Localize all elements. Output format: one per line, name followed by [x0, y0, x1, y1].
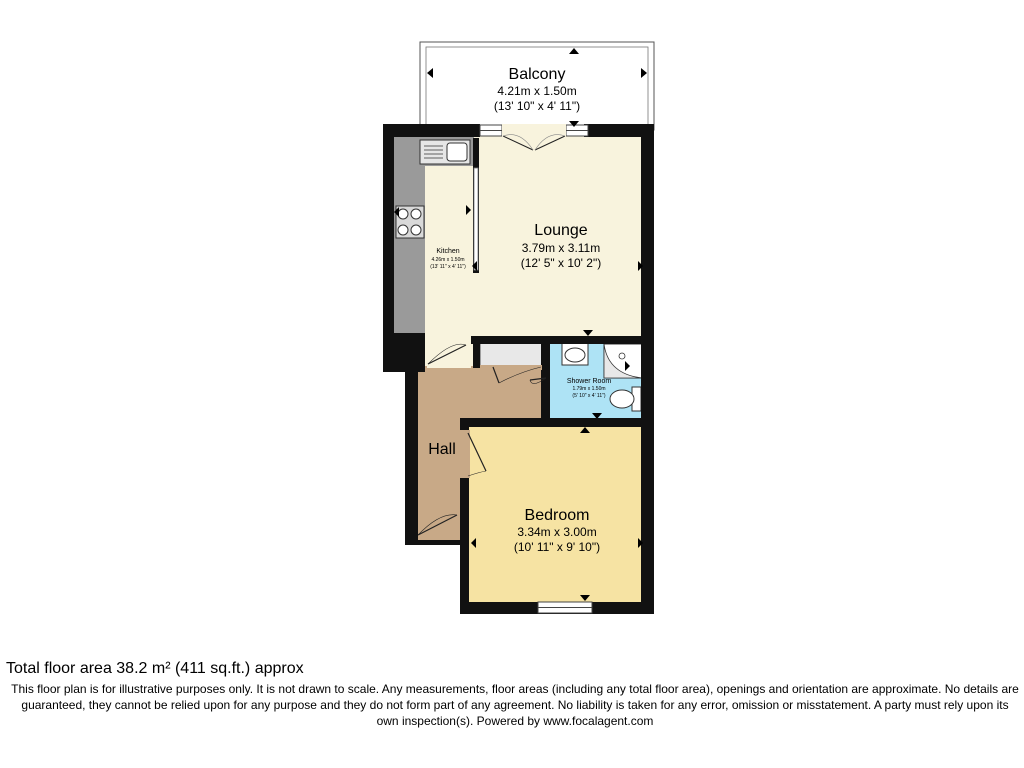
kitchen-metric: 4.26m x 1.50m	[431, 257, 465, 263]
bedroom-name: Bedroom	[524, 507, 590, 524]
bedroom-label	[514, 507, 600, 554]
balcony	[420, 42, 654, 130]
bedroom-imperial: (10' 11" x 9' 10")	[513, 540, 601, 554]
shower-room-label	[567, 378, 612, 399]
kitchen-imperial: (13' 11" x 4' 11")	[430, 264, 466, 270]
balcony-doors-opening	[502, 124, 566, 137]
lounge-metric: 3.79m x 3.11m	[521, 241, 601, 255]
kitchen-sliding-door	[474, 168, 478, 270]
lounge-name: Lounge	[534, 222, 588, 239]
balcony-name: Balcony	[508, 66, 566, 83]
bedroom-metric: 3.34m x 3.00m	[517, 525, 597, 539]
balcony-metric: 4.21m x 1.50m	[497, 84, 577, 98]
lounge-imperial: (12' 5" x 10' 2")	[520, 256, 602, 270]
hall-name: Hall	[428, 441, 456, 458]
kitchen-name: Kitchen	[436, 248, 460, 255]
footer	[0, 660, 1024, 768]
total-floor-area: Total floor area 38.2 m² (411 sq.ft.) approx	[6, 660, 304, 677]
disclaimer-text: This floor plan is for illustrative purposes only. It is not drawn to scale. Any measurements, floor areas (including any total floor area), openings and orientation are approximate. No details are guaranteed, they cannot be relied upon for any purpose and they do not form part of any agreement. No liability is taken for any error, omission or misstatement. A party must rely upon its own inspection(s). Powered by www.focalagent.com	[11, 682, 1019, 728]
shower-room-name: Shower Room	[566, 378, 612, 385]
cupboard	[480, 341, 542, 366]
shower-room-imperial: (5' 10" x 4' 11")	[572, 393, 606, 399]
balcony-imperial: (13' 10" x 4' 11")	[493, 99, 581, 113]
shower-room-metric: 1.79m x 1.50m	[572, 386, 606, 392]
